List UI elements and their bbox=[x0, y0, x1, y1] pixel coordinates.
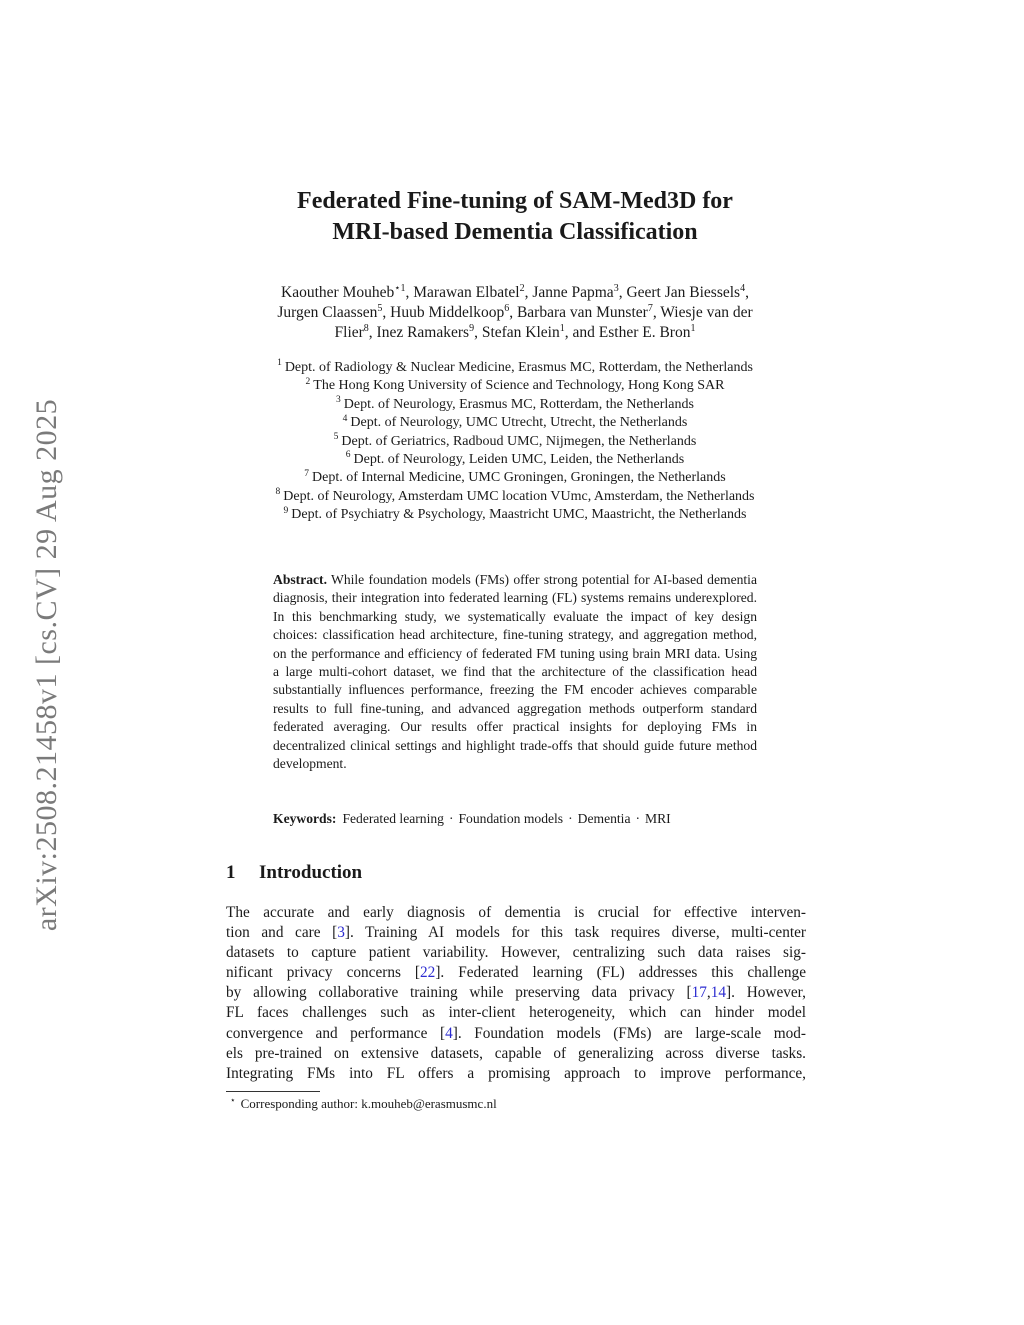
author-superscript: 8 bbox=[363, 322, 369, 334]
author-superscript: 6 bbox=[504, 302, 510, 314]
affiliation-number: 9 bbox=[283, 505, 289, 516]
author-separator: , bbox=[745, 284, 749, 301]
intro-text: The accurate and early diagnosis of dementia is crucial for effective interven- bbox=[226, 904, 806, 921]
affiliation-item bbox=[205, 488, 825, 506]
affiliation-text: Dept. of Psychiatry & Psychology, Maastricht UMC, Maastricht, the Netherlands bbox=[291, 507, 747, 523]
author-name: Huub Middelkoop bbox=[390, 304, 505, 321]
affiliation-item bbox=[205, 359, 825, 377]
citation-link[interactable]: 4 bbox=[445, 1024, 453, 1042]
author-separator: , bbox=[405, 284, 414, 301]
keyword-separator: · bbox=[448, 811, 454, 826]
author-separator: , and bbox=[564, 324, 599, 341]
affiliation-number: 7 bbox=[304, 468, 310, 479]
affiliation-item bbox=[205, 469, 825, 487]
affiliation-number: 5 bbox=[333, 431, 339, 442]
keyword-item: Dementia bbox=[577, 811, 631, 826]
author-name: Stefan Klein bbox=[481, 324, 560, 341]
affiliation-item bbox=[205, 433, 825, 451]
citation-link[interactable]: 3 bbox=[337, 924, 345, 942]
author-name: Geert Jan Biessels bbox=[626, 284, 741, 301]
affiliation-text: Dept. of Radiology & Nuclear Medicine, Erasmus MC, Rotterdam, the Netherlands bbox=[284, 360, 753, 375]
introduction-paragraph bbox=[226, 903, 806, 1084]
citation-link[interactable]: 14 bbox=[710, 984, 726, 1002]
intro-line bbox=[226, 903, 806, 923]
affiliation-number: 2 bbox=[305, 376, 311, 387]
author-separator: , bbox=[618, 284, 627, 301]
affiliation-item bbox=[205, 506, 825, 524]
section-title: Introduction bbox=[259, 862, 363, 883]
abstract-label: Abstract. bbox=[273, 572, 327, 587]
keywords-items bbox=[342, 811, 670, 826]
affiliation-item bbox=[205, 451, 825, 469]
intro-text: by allowing collaborative training while preserving data privacy [ bbox=[226, 984, 692, 1002]
intro-text: tion and care [ bbox=[226, 924, 338, 942]
affiliation-text: Dept. of Geriatrics, Radboud UMC, Nijmegen, the Netherlands bbox=[341, 433, 697, 449]
keywords bbox=[273, 810, 763, 828]
author-superscript: 9 bbox=[469, 322, 475, 334]
author-separator: , bbox=[474, 324, 482, 341]
footnote-rule bbox=[226, 1091, 320, 1092]
intro-text: ]. Training AI models for this task requires diverse, multi-center bbox=[344, 924, 806, 942]
affiliation-number: 8 bbox=[275, 487, 281, 498]
intro-line bbox=[226, 1044, 806, 1064]
section-heading bbox=[226, 861, 362, 885]
author-line-1 bbox=[215, 283, 815, 303]
intro-text: nificant privacy concerns [ bbox=[226, 964, 421, 982]
author-name: Janne Papma bbox=[532, 284, 614, 301]
author-separator: , bbox=[524, 284, 533, 301]
author-line-3 bbox=[215, 323, 815, 343]
author-separator: , bbox=[652, 304, 661, 321]
intro-text: ]. Foundation models (FMs) are large-scale mod- bbox=[452, 1024, 806, 1042]
intro-text: Integrating FMs into FL offers a promising approach to improve performance, bbox=[226, 1064, 806, 1082]
affiliation-text: The Hong Kong University of Science and Technology, Hong Kong SAR bbox=[313, 378, 725, 394]
keyword-item: MRI bbox=[645, 811, 671, 826]
affiliation-text: Dept. of Neurology, UMC Utrecht, Utrecht, the Netherlands bbox=[350, 415, 688, 431]
author-name: Kaouther Mouheb bbox=[281, 284, 395, 301]
abstract-text: While foundation models (FMs) offer strong potential for AI-based dementia diagnosis, their integration into federated learning (FL) systems remains underexplored. In this benchmarking study, we systematically evaluate the impact of key design choices: classification head architecture, fine-tuning strategy, and aggregation method, on the performance and efficiency of federated FM tuning using brain MRI data. Using a large multi-cohort dataset, we find that the architecture of the classification head substantially influences performance, freezing the FM encoder achieves comparable results to full fine-tuning, and advanced aggregation methods outperform standard federated averaging. Our results offer practical insights for deploying FMs in decentralized clinical settings and highlight trade-offs that should guide future method development. bbox=[273, 572, 757, 772]
author-superscript: 4 bbox=[740, 282, 746, 294]
abstract bbox=[273, 571, 757, 773]
author-superscript: 1 bbox=[559, 322, 565, 334]
affiliation-text: Dept. of Neurology, Amsterdam UMC location VUmc, Amsterdam, the Netherlands bbox=[283, 488, 755, 504]
affiliation-item bbox=[205, 414, 825, 432]
intro-line bbox=[226, 983, 806, 1003]
intro-line bbox=[226, 1024, 806, 1044]
author-superscript: 5 bbox=[377, 302, 383, 314]
keyword-item: Federated learning bbox=[342, 811, 444, 826]
affiliation-list bbox=[205, 359, 825, 525]
affiliation-text: Dept. of Neurology, Erasmus MC, Rotterdam, the Netherlands bbox=[343, 396, 694, 412]
keyword-item: Foundation models bbox=[458, 811, 564, 826]
footnote-mark: ⋆ bbox=[230, 1094, 236, 1105]
arxiv-id: arXiv:2508.21458v1 [cs.CV] 29 Aug 2025 bbox=[30, 398, 63, 932]
affiliation-item bbox=[205, 377, 825, 395]
author-separator: , bbox=[509, 304, 517, 321]
footnote-text: Corresponding author: k.mouheb@erasmusmc.nl bbox=[240, 1096, 497, 1111]
section-number: 1 bbox=[226, 862, 236, 883]
citation-link[interactable]: 22 bbox=[420, 964, 436, 982]
affiliation-number: 6 bbox=[345, 450, 351, 461]
affiliation-text: Dept. of Internal Medicine, UMC Groningen, Groningen, the Netherlands bbox=[312, 470, 726, 486]
author-superscript: 3 bbox=[613, 282, 619, 294]
title-line-1: Federated Fine-tuning of SAM-Med3D for bbox=[297, 188, 733, 214]
author-name: Barbara van Munster bbox=[516, 304, 648, 321]
intro-line bbox=[226, 1003, 806, 1023]
affiliation-item bbox=[205, 396, 825, 414]
author-superscript: ⋆1 bbox=[394, 282, 406, 294]
intro-line bbox=[226, 963, 806, 983]
intro-line bbox=[226, 943, 806, 963]
intro-text: ]. Federated learning (FL) addresses this challenge bbox=[435, 964, 806, 982]
author-superscript: 1 bbox=[690, 322, 696, 334]
intro-text: convergence and performance [ bbox=[226, 1024, 446, 1042]
author-list bbox=[215, 283, 815, 343]
author-superscript: 2 bbox=[519, 282, 525, 294]
keywords-label: Keywords: bbox=[273, 811, 337, 826]
author-name: Flier bbox=[334, 324, 364, 341]
intro-text: FL faces challenges such as inter-client heterogeneity, which can hinder model bbox=[226, 1004, 806, 1022]
intro-text: datasets to capture patient variability. However, centralizing such data raises sig- bbox=[226, 944, 806, 962]
keyword-separator: · bbox=[568, 811, 573, 826]
affiliation-text: Dept. of Neurology, Leiden UMC, Leiden, the Netherlands bbox=[353, 452, 685, 468]
affiliation-number: 4 bbox=[342, 413, 348, 424]
intro-line bbox=[226, 1064, 806, 1084]
title-line-2: MRI-based Dementia Classification bbox=[332, 219, 698, 245]
author-superscript: 7 bbox=[647, 302, 653, 314]
arxiv-sidebar bbox=[30, 370, 64, 960]
author-separator: , bbox=[368, 324, 377, 341]
author-name: Inez Ramakers bbox=[376, 324, 470, 341]
keyword-separator: · bbox=[635, 811, 641, 826]
author-name: Wiesje van der bbox=[660, 304, 753, 321]
intro-text: ]. However, bbox=[726, 984, 806, 1002]
intro-text: , bbox=[706, 984, 711, 1002]
author-line-2 bbox=[215, 303, 815, 323]
author-name: Jurgen Claassen bbox=[277, 304, 378, 321]
author-name: Marawan Elbatel bbox=[413, 284, 520, 301]
footnote bbox=[230, 1095, 497, 1113]
affiliation-number: 3 bbox=[336, 395, 341, 406]
intro-text: els pre-trained on extensive datasets, capable of generalizing across diverse tasks. bbox=[226, 1044, 806, 1062]
intro-line bbox=[226, 923, 806, 943]
author-name: Esther E. Bron bbox=[598, 324, 691, 341]
affiliation-number: 1 bbox=[277, 358, 282, 369]
paper-title bbox=[200, 186, 830, 248]
citation-link[interactable]: 17 bbox=[691, 984, 707, 1002]
author-separator: , bbox=[382, 304, 391, 321]
